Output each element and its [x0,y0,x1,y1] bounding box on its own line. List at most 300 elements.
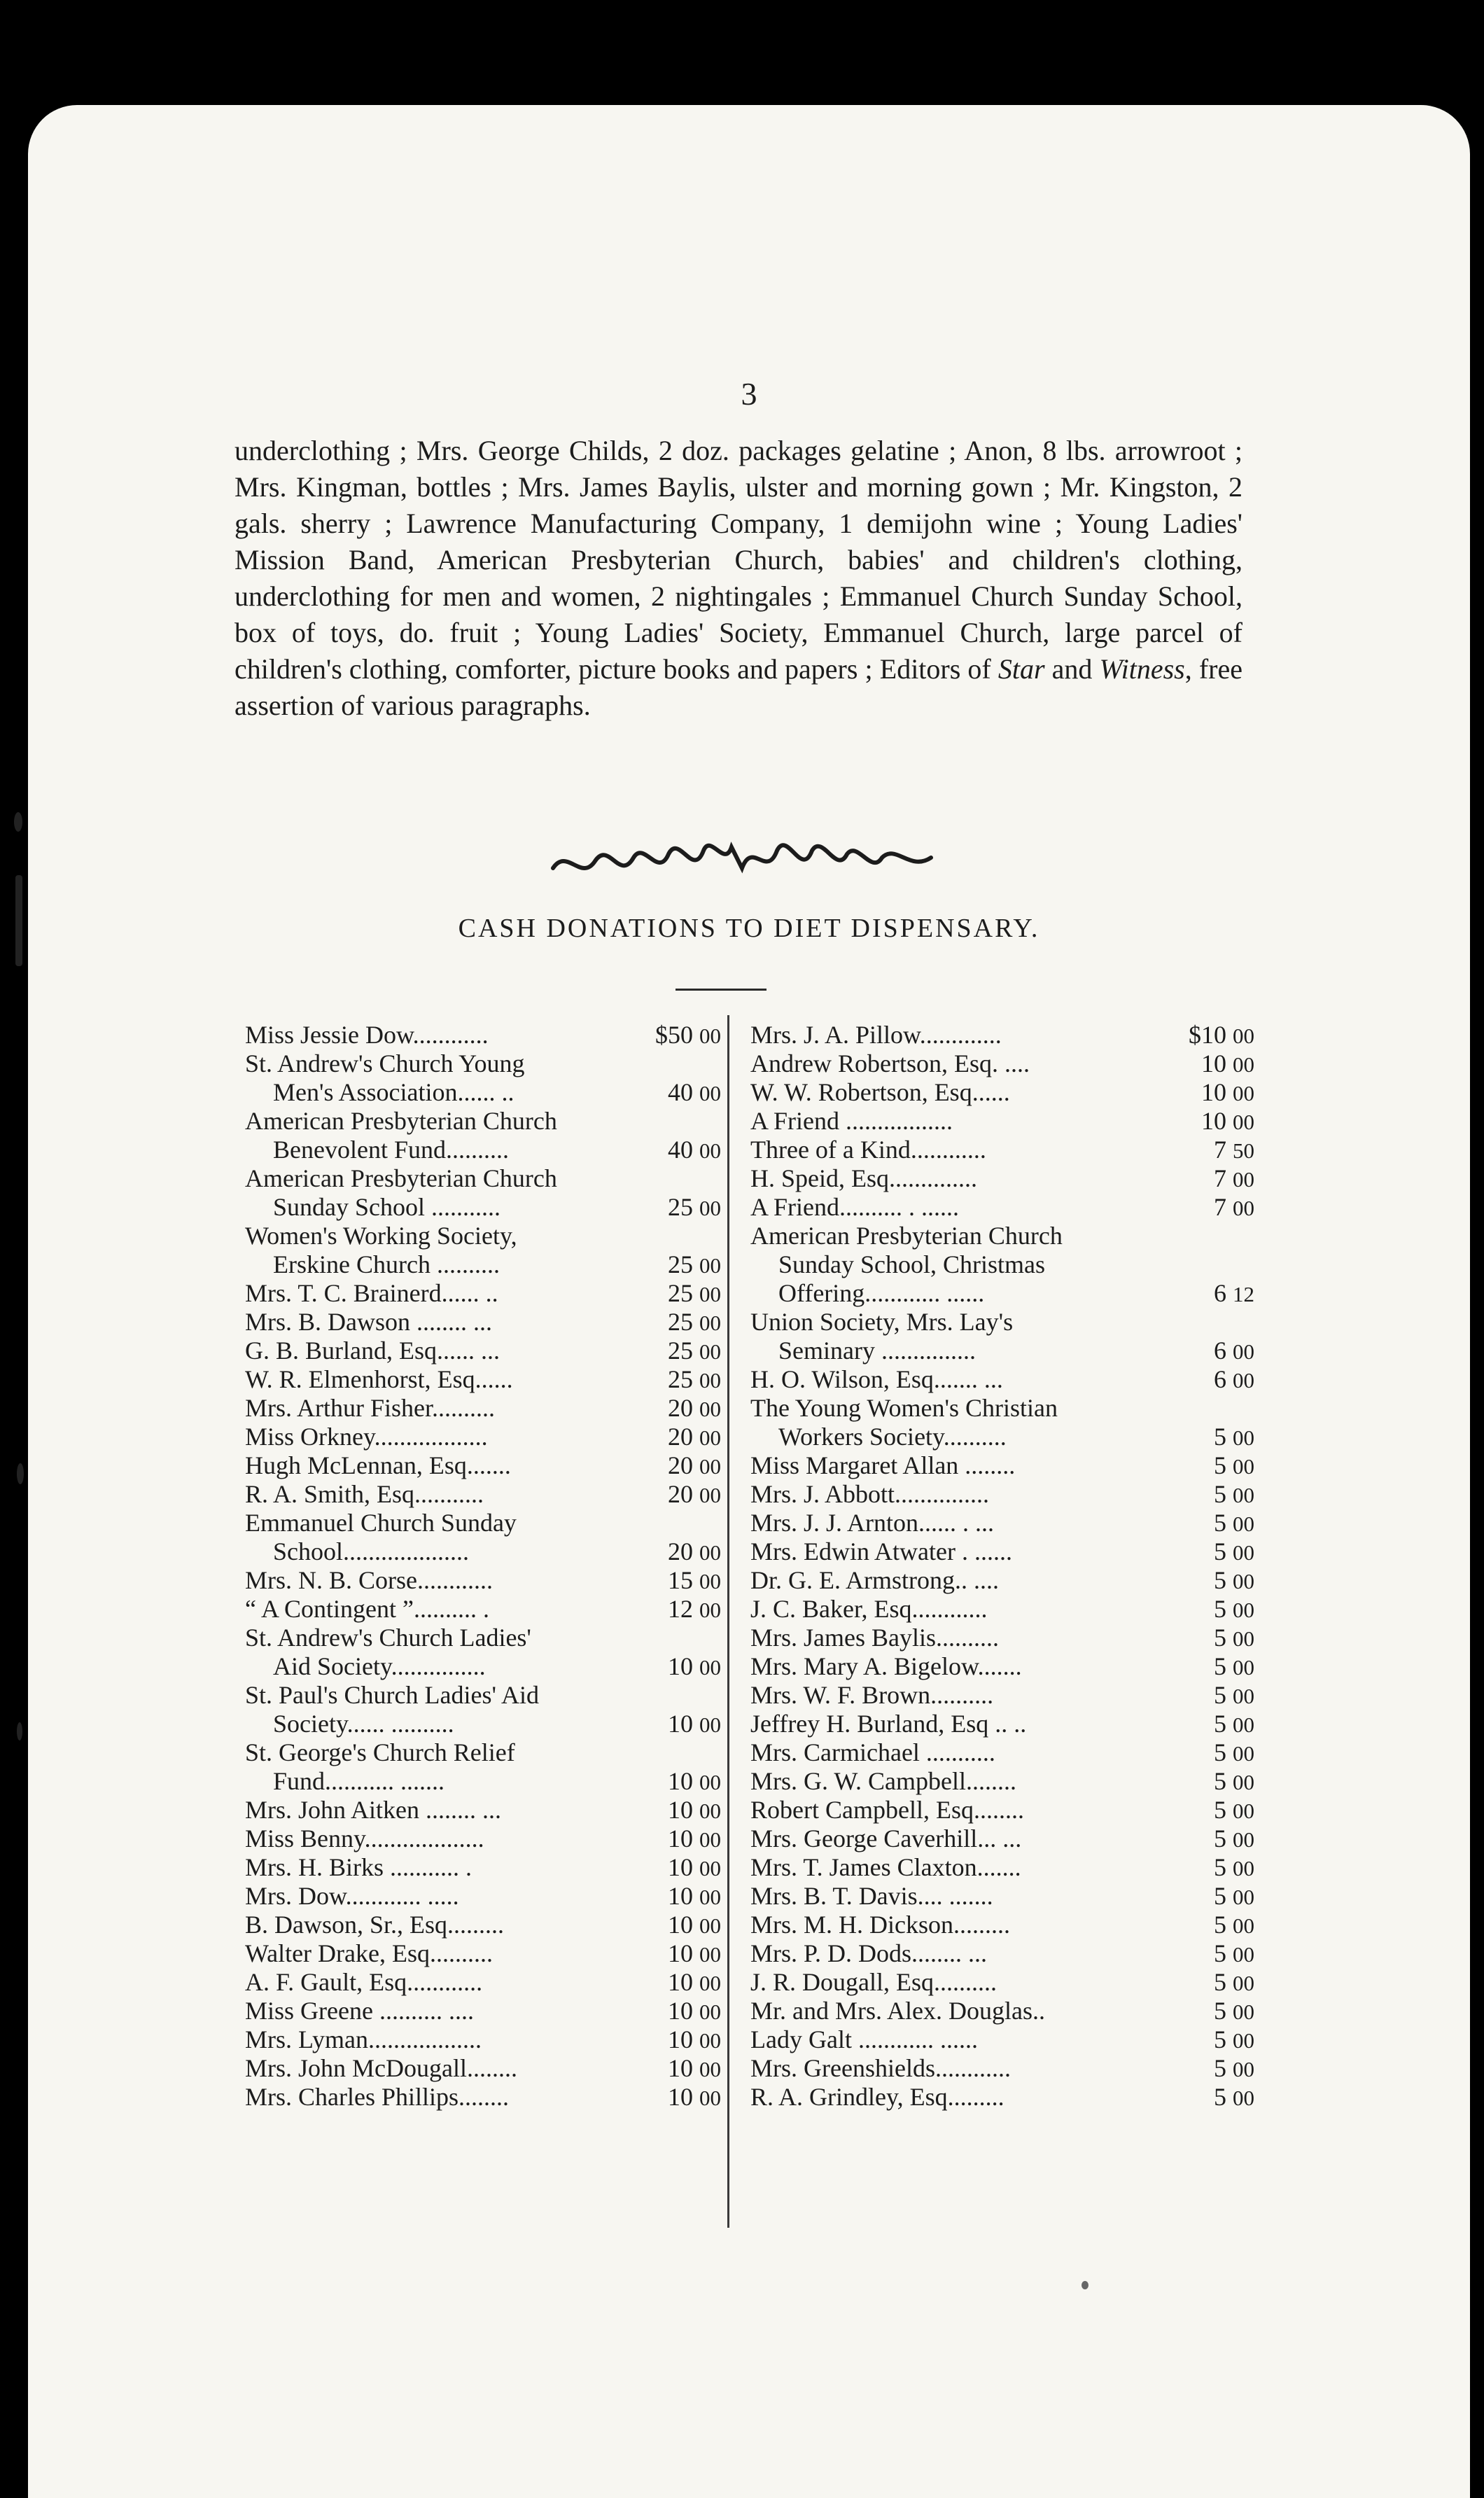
donation-amount [626,1365,721,1395]
amount-cents: 00 [699,1827,721,1852]
amount-cents: 00 [699,1569,721,1593]
donation-amount [626,1337,721,1366]
amount-dollars: 20 [668,1423,694,1451]
amount-cents: 00 [1233,1024,1254,1048]
donor-name: Women's Working Society, [245,1222,517,1250]
amount-dollars: 10 [668,2054,694,2082]
donation-row [750,1337,1254,1365]
amount-cents: 00 [699,1655,721,1680]
amount-cents: 00 [1233,1052,1254,1077]
amount-dollars: 20 [668,1394,694,1422]
donation-row [750,1939,1254,1968]
donation-row [245,1107,721,1136]
donor-name: Mrs. Mary A. Bigelow....... [750,1652,1022,1680]
donation-row [750,1595,1254,1624]
donation-amount [1159,1710,1254,1739]
donation-row [245,1222,721,1250]
amount-cents: 00 [1233,1454,1254,1479]
donation-row [750,1796,1254,1824]
amount-cents: 00 [699,1311,721,1335]
donation-amount [1159,2054,1254,2084]
amount-dollars: 25 [668,1337,694,1365]
amount-cents: 00 [1233,2000,1254,2024]
donation-amount [1159,1136,1254,1165]
amount-dollars: 10 [668,1824,694,1852]
amount-cents: 00 [1233,1569,1254,1593]
donor-name: Mrs. T. James Claxton....... [750,1853,1021,1881]
donation-row [245,1308,721,1337]
amount-cents: 00 [1233,1598,1254,1622]
amount-cents: 00 [1233,1540,1254,1565]
donor-name: American Presbyterian Church [245,1107,557,1135]
donor-name: “ A Contingent ”.......... . [245,1595,489,1623]
donation-row [245,1939,721,1968]
donation-row [750,1710,1254,1738]
donation-amount [626,1021,721,1050]
donor-name: Mrs. Edwin Atwater . ...... [750,1537,1012,1565]
donor-name: Hugh McLennan, Esq....... [245,1451,511,1479]
donor-name: Sunday School ........... [273,1193,501,1221]
donor-name: B. Dawson, Sr., Esq......... [245,1911,505,1939]
donor-name: R. A. Grindley, Esq......... [750,2083,1004,2111]
donation-amount [1159,1681,1254,1710]
donation-row [750,2083,1254,2112]
amount-dollars: 40 [668,1078,694,1106]
amount-cents: 00 [1233,1425,1254,1450]
donation-row [245,2083,721,2112]
donor-name: Mrs. Lyman.................. [245,2025,482,2053]
donation-amount [1159,1049,1254,1079]
donation-row [750,1853,1254,1882]
amount-dollars: 10 [668,1968,694,1996]
donation-row [245,1136,721,1164]
amount-cents: 00 [1233,1483,1254,1507]
donation-amount [626,1911,721,1940]
amount-dollars: 10 [668,1939,694,1967]
amount-cents: 00 [1233,2057,1254,2081]
donation-row [245,1882,721,1911]
amount-cents: 00 [699,1024,721,1048]
donation-row [750,1078,1254,1107]
amount-dollars: 10 [1201,1107,1227,1135]
donor-name: Mrs. Carmichael ........... [750,1738,995,1766]
donation-amount [626,1939,721,1969]
donor-name: Jeffrey H. Burland, Esq .. .. [750,1710,1027,1738]
amount-dollars: 7 [1214,1193,1227,1221]
column-divider [727,1015,729,2228]
donation-row [245,1767,721,1796]
donor-name: Miss Greene .......... .... [245,1997,474,2025]
donation-amount [1159,1078,1254,1108]
donation-row [750,1882,1254,1911]
donation-amount [626,1480,721,1509]
donation-amount [1159,1423,1254,1452]
donation-amount [1159,1767,1254,1796]
donation-amount [1159,1997,1254,2026]
donation-row [750,2054,1254,2083]
amount-dollars: 5 [1214,1853,1227,1881]
amount-dollars: 5 [1214,1767,1227,1795]
intro-text-end: , free assertion of various paragraphs. [234,653,1242,721]
donation-amount [626,1566,721,1596]
donation-amount [1159,1107,1254,1136]
amount-dollars: 20 [668,1451,694,1479]
amount-dollars: 5 [1214,1566,1227,1594]
donation-row [245,1796,721,1824]
donation-amount [626,1078,721,1108]
donation-amount [1159,1853,1254,1883]
amount-dollars: 5 [1214,1882,1227,1910]
amount-cents: 00 [699,1196,721,1220]
donations-right-column [750,1021,1254,2112]
donation-row [750,1279,1254,1308]
amount-cents: 00 [699,1454,721,1479]
donor-name: Mrs. J. Abbott............... [750,1480,990,1508]
donation-amount [1159,1939,1254,1969]
amount-dollars: 5 [1214,1824,1227,1852]
donation-row [245,1509,721,1537]
amount-cents: 00 [699,1540,721,1565]
donor-name: School.................... [273,1537,470,1565]
donor-name: Mrs. Arthur Fisher.......... [245,1394,496,1422]
donation-amount [1159,1824,1254,1854]
donation-row [750,1222,1254,1250]
donation-row [245,2054,721,2083]
donation-row [750,1824,1254,1853]
donor-name: H. O. Wilson, Esq....... ... [750,1365,1003,1393]
donation-amount [1159,1624,1254,1653]
donor-name: The Young Women's Christian [750,1394,1058,1422]
amount-dollars: 7 [1214,1164,1227,1192]
amount-dollars: 20 [668,1537,694,1565]
amount-cents: 00 [699,1425,721,1450]
donation-row [750,1566,1254,1595]
amount-cents: 12 [1233,1282,1254,1306]
donation-row [245,1078,721,1107]
amount-dollars: 10 [668,1710,694,1738]
donation-row [750,2025,1254,2054]
donation-row [750,1308,1254,1337]
donation-amount [626,1451,721,1481]
amount-cents: 00 [1233,1942,1254,1967]
donation-row [750,1537,1254,1566]
donor-name: G. B. Burland, Esq...... ... [245,1337,500,1365]
donation-row [245,1624,721,1652]
amount-cents: 00 [1233,1770,1254,1794]
donor-name: J. C. Baker, Esq............ [750,1595,988,1623]
donation-row [245,1337,721,1365]
donation-row [245,1911,721,1939]
donation-amount [626,1193,721,1222]
donation-row [245,1537,721,1566]
donor-name: Miss Jessie Dow............ [245,1021,489,1049]
donation-row [245,1853,721,1882]
donor-name: Benevolent Fund.......... [273,1136,509,1164]
donor-name: Robert Campbell, Esq........ [750,1796,1024,1824]
donation-amount [1159,1193,1254,1222]
donor-name: Seminary ............... [778,1337,976,1365]
donor-name: W. W. Robertson, Esq...... [750,1078,1010,1106]
amount-cents: 00 [699,1339,721,1364]
donation-row [245,1997,721,2025]
amount-dollars: 5 [1214,1480,1227,1508]
donation-amount [626,1279,721,1309]
amount-cents: 00 [699,2057,721,2081]
amount-dollars: 40 [668,1136,694,1164]
donation-amount [626,2054,721,2084]
amount-cents: 00 [699,1138,721,1163]
amount-dollars: 6 [1214,1365,1227,1393]
donation-amount [626,1423,721,1452]
donor-name: Mrs. B. T. Davis.... ....... [750,1882,993,1910]
amount-dollars: 10 [668,1997,694,2025]
title-rule [676,989,766,991]
amount-dollars: 5 [1214,1595,1227,1623]
donor-name: St. Andrew's Church Ladies' [245,1624,531,1652]
amount-cents: 00 [1233,1081,1254,1105]
donation-amount [626,1250,721,1280]
amount-cents: 00 [1233,1712,1254,1737]
amount-cents: 00 [699,1770,721,1794]
donation-row [750,1968,1254,1997]
amount-dollars: 10 [668,2025,694,2053]
donor-name: Fund........... ....... [273,1767,445,1795]
donation-amount [1159,2083,1254,2112]
donor-name: A Friend ................. [750,1107,953,1135]
amount-cents: 00 [699,1253,721,1278]
donor-name: American Presbyterian Church [245,1164,557,1192]
donor-name: Mrs. Greenshields............ [750,2054,1011,2082]
donation-row [245,1394,721,1423]
amount-cents: 00 [1233,2086,1254,2110]
donation-amount [626,1394,721,1423]
donations-left-column [245,1021,721,2112]
donor-name: St. Andrew's Church Young [245,1049,525,1077]
donation-amount [1159,1796,1254,1825]
donation-amount [626,2025,721,2055]
donor-name: Walter Drake, Esq.......... [245,1939,493,1967]
donation-row [750,1451,1254,1480]
donor-name: Miss Orkney.................. [245,1423,488,1451]
amount-cents: 00 [699,2086,721,2110]
amount-cents: 00 [1233,1196,1254,1220]
donation-row [750,1681,1254,1710]
donation-amount [1159,1509,1254,1538]
donation-row [750,1624,1254,1652]
amount-dollars: 10 [668,1853,694,1881]
amount-dollars: 12 [668,1595,694,1623]
amount-dollars: 7 [1214,1136,1227,1164]
donation-amount [626,1652,721,1682]
amount-dollars: 10 [668,1652,694,1680]
donor-name: St. Paul's Church Ladies' Aid [245,1681,539,1709]
page-number: 3 [741,376,757,412]
amount-dollars: 5 [1214,1509,1227,1537]
donor-name: Lady Galt ............ ...... [750,2025,978,2053]
amount-cents: 00 [699,1885,721,1909]
amount-cents: 00 [1233,1167,1254,1192]
donor-name: A. F. Gault, Esq............ [245,1968,483,1996]
scanned-page [28,105,1470,2498]
amount-cents: 00 [699,1942,721,1967]
donor-name: Dr. G. E. Armstrong.. .... [750,1566,999,1594]
donation-row [750,1193,1254,1222]
donor-name: Mrs. J. J. Arnton...... . ... [750,1509,995,1537]
amount-cents: 00 [1233,1655,1254,1680]
amount-cents: 00 [1233,1110,1254,1134]
donation-row [750,1767,1254,1796]
donation-amount [1159,1652,1254,1682]
amount-cents: 00 [699,1397,721,1421]
donation-amount [1159,1968,1254,1997]
donation-amount [626,1537,721,1567]
amount-dollars: 15 [668,1566,694,1594]
donor-name: Sunday School, Christmas [778,1250,1046,1278]
donor-name: Men's Association...... .. [273,1078,514,1106]
donation-amount [1159,1365,1254,1395]
amount-cents: 00 [699,1712,721,1737]
amount-dollars: 5 [1214,1652,1227,1680]
donor-name: Mrs. T. C. Brainerd...... .. [245,1279,498,1307]
amount-dollars: 10 [668,2083,694,2111]
amount-cents: 00 [699,2000,721,2024]
donation-amount [626,2083,721,2112]
amount-cents: 00 [1233,1827,1254,1852]
donation-row [245,1710,721,1738]
amount-cents: 00 [699,2028,721,2053]
donation-amount [1159,1451,1254,1481]
amount-dollars: 5 [1214,1796,1227,1824]
amount-dollars: 5 [1214,1624,1227,1652]
donation-row [750,1738,1254,1767]
donor-name: R. A. Smith, Esq........... [245,1480,484,1508]
donation-row [750,1997,1254,2025]
donation-row [750,1021,1254,1049]
donation-row [245,2025,721,2054]
donor-name: Mrs. John Aitken ........ ... [245,1796,502,1824]
amount-dollars: $50 [655,1021,694,1049]
donation-amount [626,1595,721,1624]
donation-amount [1159,1164,1254,1194]
donation-amount [626,1710,721,1739]
amount-cents: 00 [1233,1971,1254,1995]
amount-dollars: 10 [668,1796,694,1824]
donation-row [245,1451,721,1480]
donation-row [245,1279,721,1308]
amount-cents: 00 [1233,1885,1254,1909]
amount-cents: 00 [1233,1368,1254,1393]
donation-row [245,1566,721,1595]
donation-row [750,1107,1254,1136]
donation-row [750,1250,1254,1279]
donation-row [245,1681,721,1710]
donation-row [245,1738,721,1767]
donation-row [750,1049,1254,1078]
amount-dollars: 25 [668,1250,694,1278]
donor-name: Society...... .......... [273,1710,454,1738]
amount-dollars: 5 [1214,2025,1227,2053]
donation-row [245,1021,721,1049]
witness-title: Witness [1099,653,1185,685]
amount-dollars: 25 [668,1308,694,1336]
donation-amount [1159,1337,1254,1366]
donor-name: Three of a Kind............ [750,1136,986,1164]
intro-paragraph [234,433,1242,724]
donation-row [750,1423,1254,1451]
amount-cents: 00 [699,1368,721,1393]
amount-cents: 50 [1233,1138,1254,1163]
donor-name: W. R. Elmenhorst, Esq...... [245,1365,513,1393]
amount-cents: 00 [699,1799,721,1823]
donor-name: Aid Society............... [273,1652,486,1680]
donation-row [245,1423,721,1451]
amount-dollars: 25 [668,1193,694,1221]
donation-amount [626,1853,721,1883]
donor-name: Mrs. W. F. Brown.......... [750,1681,994,1709]
donation-row [750,1652,1254,1681]
donation-amount [1159,1480,1254,1509]
donor-name: Mrs. George Caverhill... ... [750,1824,1022,1852]
donation-amount [1159,2025,1254,2055]
amount-cents: 00 [1233,1684,1254,1708]
donation-amount [1159,1279,1254,1309]
donation-amount [626,1997,721,2026]
amount-dollars: 10 [1201,1049,1227,1077]
donation-row [750,1509,1254,1537]
amount-dollars: 10 [1201,1078,1227,1106]
amount-dollars: 5 [1214,1710,1227,1738]
donor-name: St. George's Church Relief [245,1738,515,1766]
amount-dollars: 5 [1214,1911,1227,1939]
donor-name: Mrs. H. Birks ........... . [245,1853,472,1881]
donation-row [245,1824,721,1853]
donor-name: Mrs. John McDougall........ [245,2054,517,2082]
donation-amount [626,1968,721,1997]
donation-amount [1159,1537,1254,1567]
amount-dollars: 5 [1214,1537,1227,1565]
donation-row [245,1164,721,1193]
amount-cents: 00 [1233,1741,1254,1766]
amount-cents: 00 [699,1483,721,1507]
donor-name: Mrs. P. D. Dods........ ... [750,1939,988,1967]
donation-amount [626,1796,721,1825]
amount-cents: 00 [699,1856,721,1881]
decorative-flourish [546,819,938,889]
amount-dollars: 5 [1214,1451,1227,1479]
intro-and: and [1044,653,1100,685]
donor-name: Offering............ ...... [778,1279,985,1307]
donor-name: Mrs. J. A. Pillow............. [750,1021,1002,1049]
donor-name: Union Society, Mrs. Lay's [750,1308,1014,1336]
donation-amount [626,1767,721,1796]
donor-name: H. Speid, Esq.............. [750,1164,977,1192]
donation-row [750,1394,1254,1423]
donation-amount [1159,1595,1254,1624]
amount-dollars: 5 [1214,1939,1227,1967]
amount-cents: 00 [1233,2028,1254,2053]
donor-name: Mrs. Dow............ ..... [245,1882,459,1910]
donation-row [750,1365,1254,1394]
amount-dollars: 25 [668,1279,694,1307]
donation-amount [1159,1882,1254,1911]
amount-dollars: 10 [668,1911,694,1939]
amount-dollars: 25 [668,1365,694,1393]
donation-row [245,1193,721,1222]
donor-name: J. R. Dougall, Esq.......... [750,1968,997,1996]
donation-row [245,1652,721,1681]
donation-amount [626,1136,721,1165]
donor-name: Mr. and Mrs. Alex. Douglas.. [750,1997,1045,2025]
